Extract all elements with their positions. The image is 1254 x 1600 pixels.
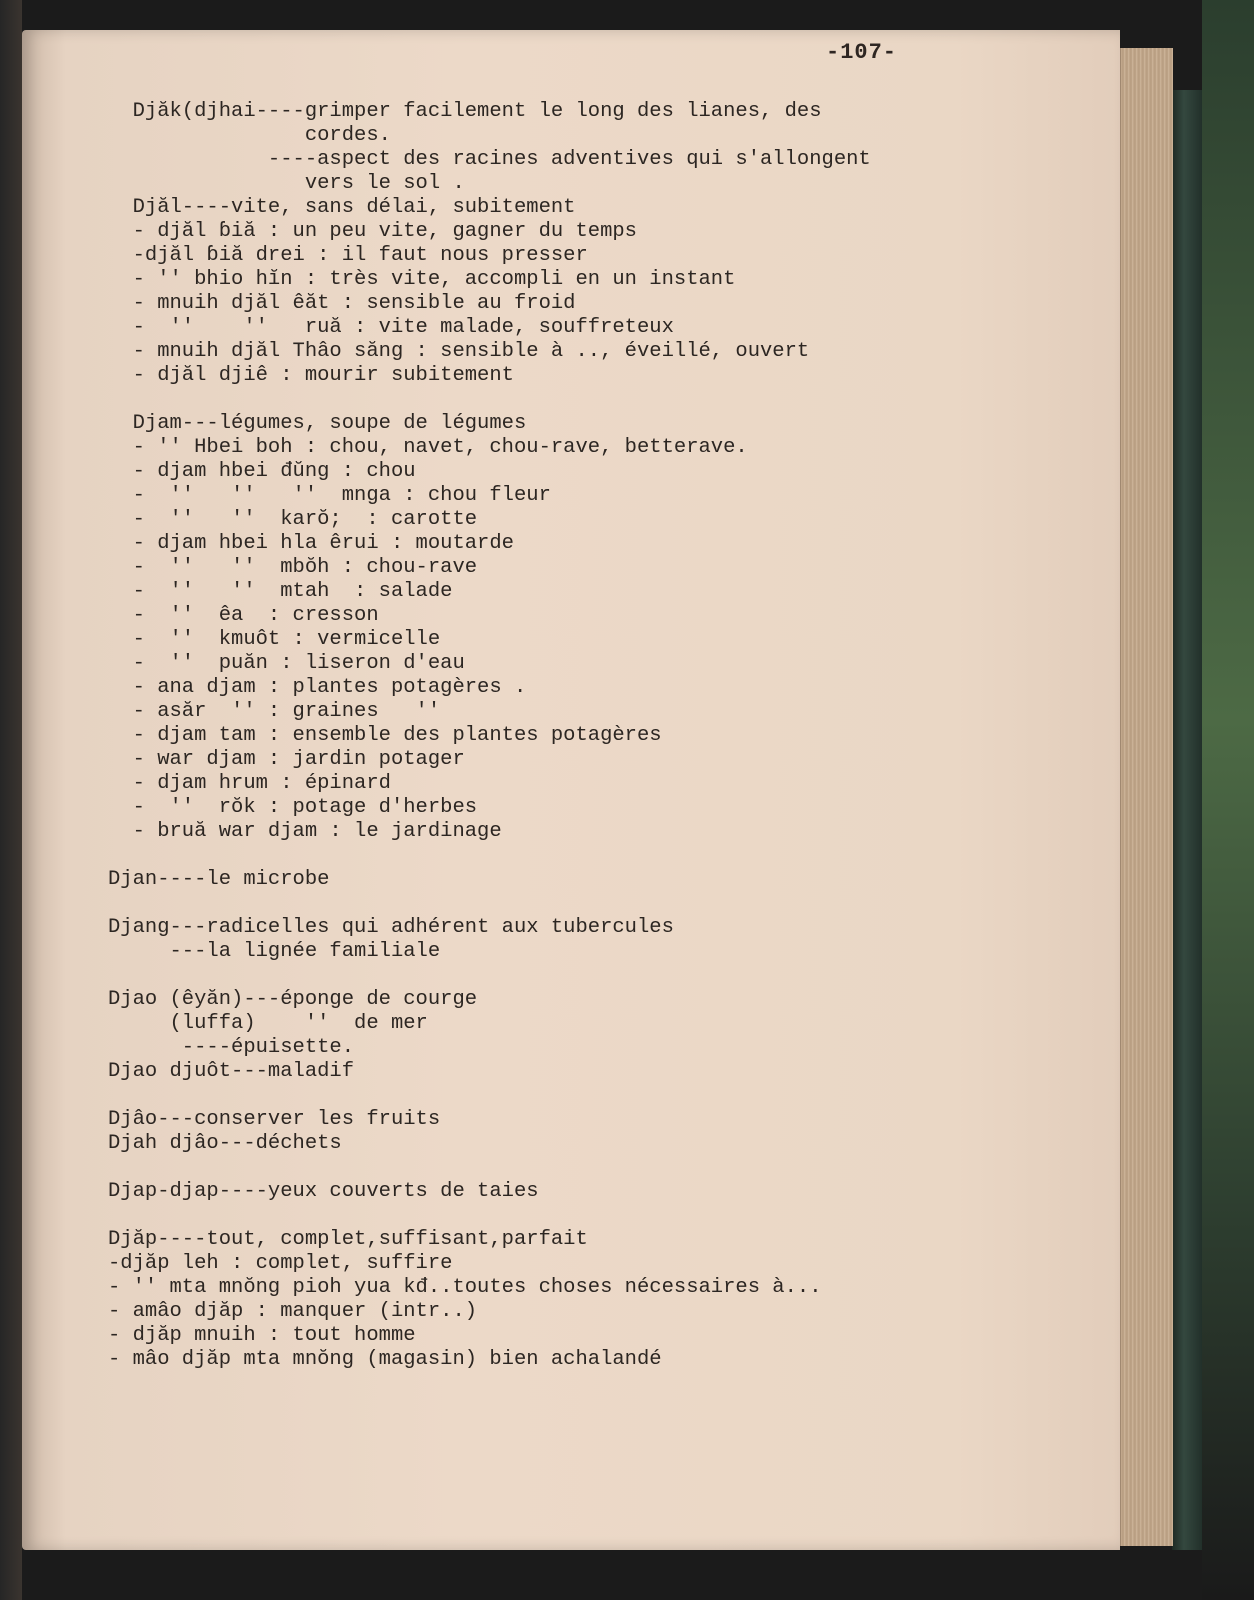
page-edges bbox=[1120, 48, 1173, 1546]
dictionary-line: Djap-djap----yeux couverts de taies bbox=[108, 1180, 539, 1203]
dictionary-line: - '' mta mnŏng pioh yua kđ..toutes choses nécessaires à... bbox=[108, 1276, 822, 1299]
dictionary-line: - '' '' '' mnga : chou fleur bbox=[108, 484, 551, 507]
background-left bbox=[0, 0, 22, 1600]
blank-line bbox=[108, 1084, 1088, 1108]
dictionary-line: - '' '' karŏ; : carotte bbox=[108, 508, 478, 531]
dictionary-line: - mâo djăp mta mnŏng (magasin) bien achalandé bbox=[108, 1348, 662, 1371]
blank-line bbox=[108, 964, 1088, 988]
dictionary-line: ----épuisette. bbox=[108, 1036, 355, 1059]
blank-line bbox=[108, 844, 1088, 868]
dictionary-text bbox=[108, 100, 1088, 1372]
dictionary-line: Djan----le microbe bbox=[108, 868, 330, 891]
dictionary-line: cordes. bbox=[108, 124, 391, 147]
background-right bbox=[1202, 0, 1254, 1600]
dictionary-line: - war djam : jardin potager bbox=[108, 748, 465, 771]
dictionary-line: - djam hrum : épinard bbox=[108, 772, 391, 795]
dictionary-line: Djao (êyăn)---éponge de courge bbox=[108, 988, 478, 1011]
dictionary-line: - djăp mnuih : tout homme bbox=[108, 1324, 416, 1347]
blank-line bbox=[108, 388, 1088, 412]
dictionary-line: Djam---légumes, soupe de légumes bbox=[108, 412, 527, 435]
dictionary-line: Djăp----tout, complet,suffisant,parfait bbox=[108, 1228, 588, 1251]
dictionary-line: -djăl ɓiă drei : il faut nous presser bbox=[108, 244, 588, 267]
dictionary-line: - '' puăn : liseron d'eau bbox=[108, 652, 465, 675]
page-number: -107- bbox=[826, 40, 898, 65]
dictionary-line: Djăl----vite, sans délai, subitement bbox=[108, 196, 576, 219]
dictionary-line: - '' '' ruă : vite malade, souffreteux bbox=[108, 316, 674, 339]
dictionary-line: - djam hbei đŭng : chou bbox=[108, 460, 416, 483]
dictionary-line: - djăl ɓiă : un peu vite, gagner du temps bbox=[108, 220, 637, 243]
blank-line bbox=[108, 892, 1088, 916]
dictionary-line: Djah djâo---déchets bbox=[108, 1132, 342, 1155]
dictionary-line: Djăk(djhai----grimper facilement le long des lianes, des bbox=[108, 100, 822, 123]
dictionary-line: - mnuih djăl Thâo săng : sensible à .., éveillé, ouvert bbox=[108, 340, 810, 363]
dictionary-line: Djao djuôt---maladif bbox=[108, 1060, 355, 1083]
dictionary-line: vers le sol . bbox=[108, 172, 465, 195]
dictionary-line: - '' kmuôt : vermicelle bbox=[108, 628, 441, 651]
blank-line bbox=[108, 1156, 1088, 1180]
book-spine bbox=[1172, 90, 1202, 1550]
dictionary-line: - '' rŏk : potage d'herbes bbox=[108, 796, 478, 819]
blank-line bbox=[108, 1204, 1088, 1228]
dictionary-line: - amâo djăp : manquer (intr..) bbox=[108, 1300, 478, 1323]
dictionary-line: - '' êa : cresson bbox=[108, 604, 379, 627]
dictionary-line: - djăl djiê : mourir subitement bbox=[108, 364, 514, 387]
dictionary-line: ---la lignée familiale bbox=[108, 940, 441, 963]
dictionary-line: - '' '' mbŏh : chou-rave bbox=[108, 556, 478, 579]
dictionary-line: - djam hbei hla êrui : moutarde bbox=[108, 532, 514, 555]
dictionary-line: - mnuih djăl êăt : sensible au froid bbox=[108, 292, 576, 315]
dictionary-line: - '' '' mtah : salade bbox=[108, 580, 453, 603]
dictionary-line: ----aspect des racines adventives qui s'allongent bbox=[108, 148, 871, 171]
dictionary-line: (luffa) '' de mer bbox=[108, 1012, 428, 1035]
dictionary-line: - asăr '' : graines '' bbox=[108, 700, 441, 723]
dictionary-line: -djăp leh : complet, suffire bbox=[108, 1252, 453, 1275]
dictionary-line: Djang---radicelles qui adhérent aux tubercules bbox=[108, 916, 674, 939]
dictionary-line: Djâo---conserver les fruits bbox=[108, 1108, 441, 1131]
dictionary-line: - bruă war djam : le jardinage bbox=[108, 820, 502, 843]
dictionary-line: - ana djam : plantes potagères . bbox=[108, 676, 527, 699]
dictionary-line: - '' bhio hĭn : très vite, accompli en un instant bbox=[108, 268, 736, 291]
dictionary-line: - '' Hbei boh : chou, navet, chou-rave, betterave. bbox=[108, 436, 748, 459]
dictionary-line: - djam tam : ensemble des plantes potagères bbox=[108, 724, 662, 747]
